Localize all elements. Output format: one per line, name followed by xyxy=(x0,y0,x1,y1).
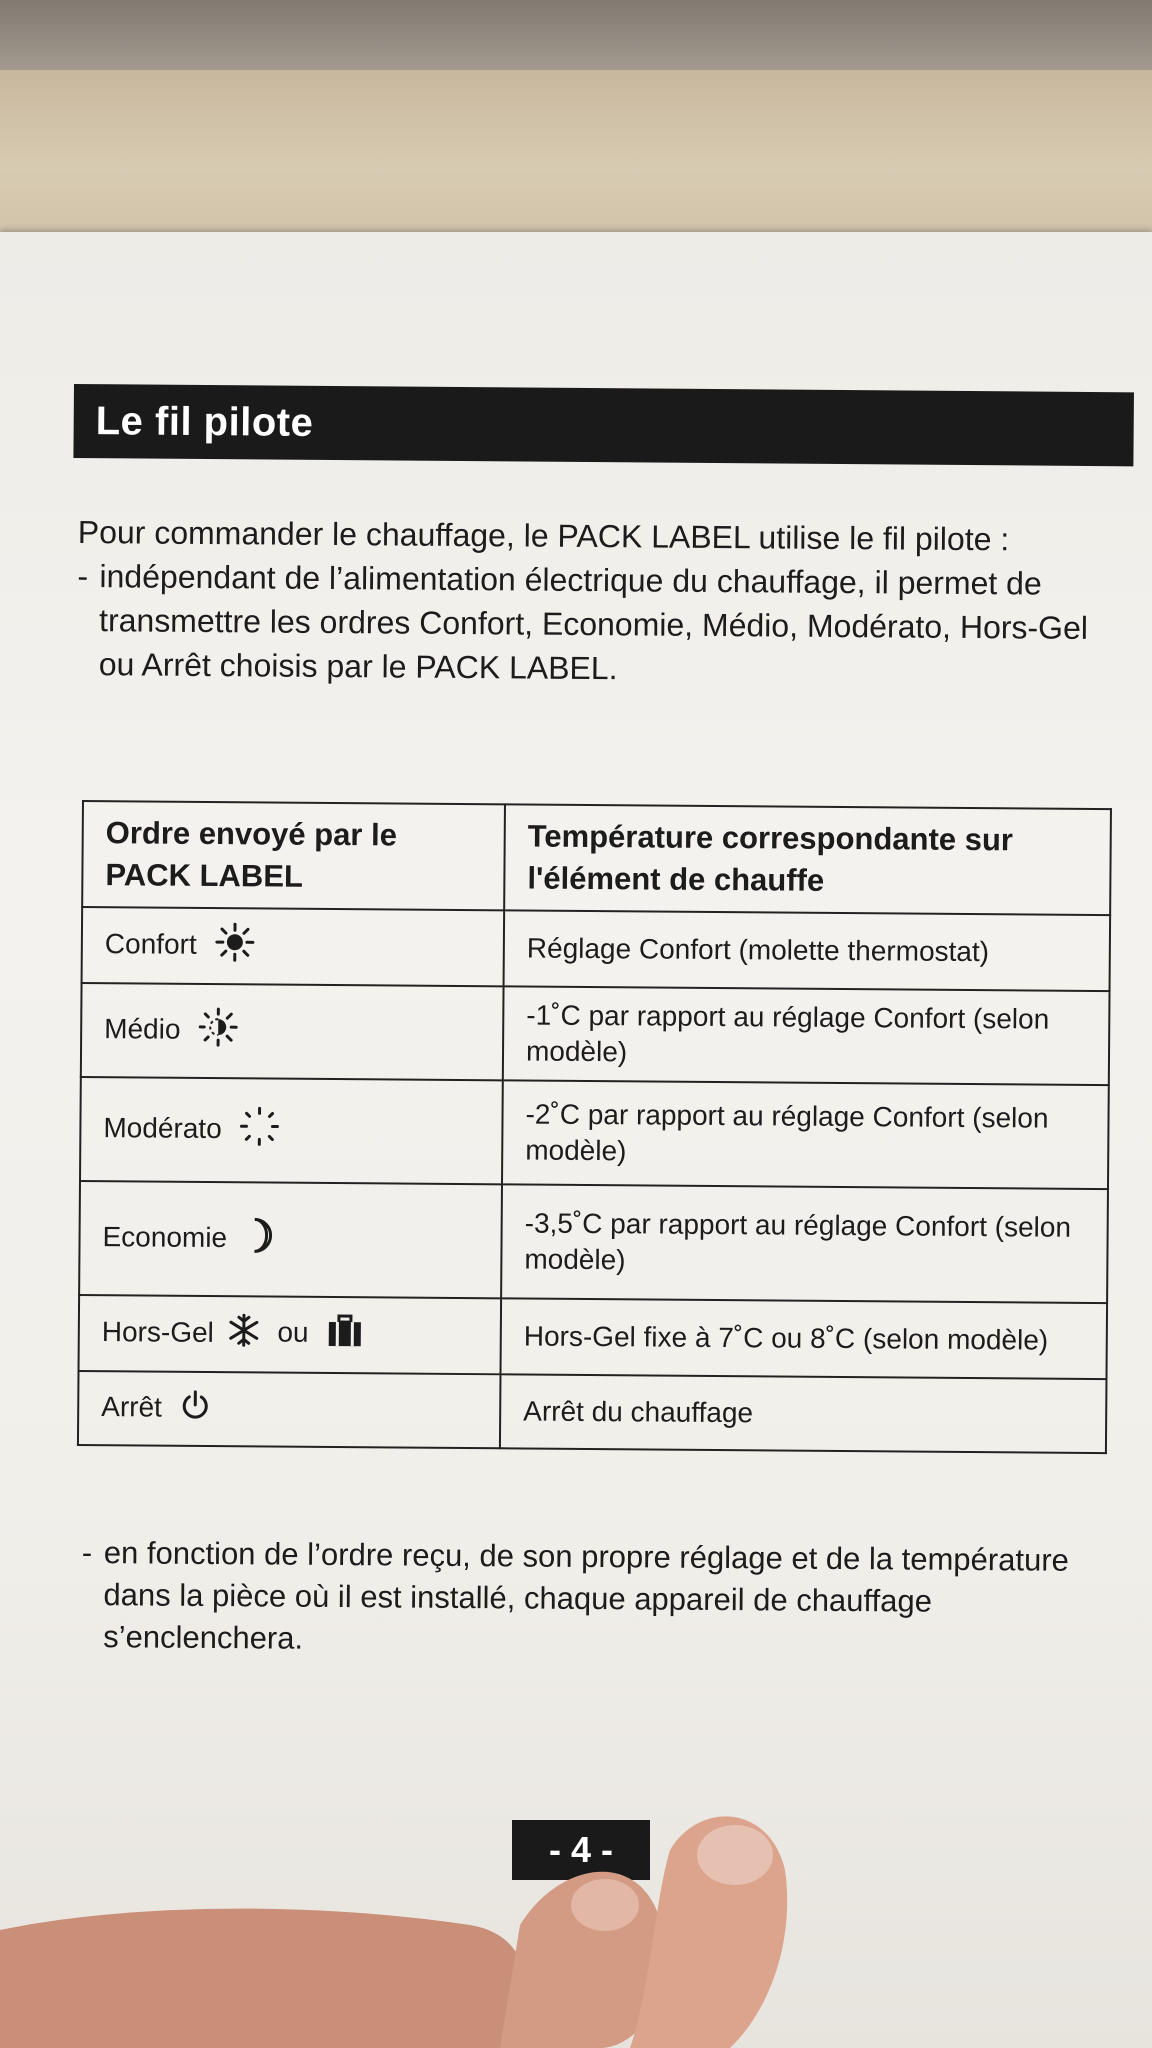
order-cell xyxy=(78,1371,501,1448)
order-label: Economie xyxy=(102,1220,228,1253)
temperature-cell: Réglage Confort (molette thermostat) xyxy=(504,910,1111,991)
table-row xyxy=(82,907,1111,991)
moon-icon xyxy=(245,1215,277,1264)
power-icon xyxy=(180,1388,212,1429)
table-row xyxy=(79,1181,1108,1303)
order-cell xyxy=(79,1295,502,1374)
outro-bullet xyxy=(81,1532,1092,1666)
header-order-sent: Ordre envoyé par le PACK LABEL xyxy=(82,801,505,910)
order-cell xyxy=(82,907,505,986)
section-title: Le fil pilote xyxy=(95,398,314,445)
half-sun-icon xyxy=(198,1006,238,1055)
temperature-cell: -2˚C par rapport au réglage Confort (selon modèle) xyxy=(502,1080,1109,1189)
temperature-cell: -1˚C par rapport au réglage Confort (selon modèle) xyxy=(503,986,1110,1085)
order-label: Médio xyxy=(104,1012,181,1045)
order-label: Hors-Gel xyxy=(101,1315,214,1348)
outro-text: en fonction de l’ordre reçu, de son propre réglage et de la température dans la pièce où il est installé, chaque appareil de chauffage s’enclenchera. xyxy=(103,1535,1069,1656)
order-cell xyxy=(81,983,504,1080)
intro-bullet-text: indépendant de l’alimentation électrique du chauffage, il permet de transmettre les ordres Confort, Economie, Médio, Modérato, Hors-Gel ou Arrêt choisis par le PACK LABEL. xyxy=(98,558,1089,687)
section-title-bar xyxy=(73,384,1134,466)
bullet-dash: - xyxy=(81,1534,93,1571)
temperature-cell: Hors-Gel fixe à 7˚C ou 8˚C (selon modèle) xyxy=(501,1298,1108,1379)
order-cell xyxy=(80,1077,503,1184)
intro-paragraph xyxy=(77,510,1118,694)
order-cell xyxy=(79,1181,502,1298)
pilot-wire-orders-table xyxy=(77,800,1112,1454)
table-header-row xyxy=(82,801,1111,915)
suitcase-icon xyxy=(326,1313,362,1356)
dotted-sun-icon xyxy=(239,1106,279,1155)
order-label: Arrêt xyxy=(101,1390,163,1423)
table-row xyxy=(81,983,1110,1085)
temperature-cell: -3,5˚C par rapport au réglage Confort (selon modèle) xyxy=(501,1184,1108,1303)
intro-lead: Pour commander le chauffage, le PACK LABEL utilise le fil pilote : xyxy=(77,513,1010,558)
order-label: Modérato xyxy=(103,1111,222,1144)
order-connector: ou xyxy=(277,1316,309,1349)
temperature-cell: Arrêt du chauffage xyxy=(500,1374,1107,1453)
table-row xyxy=(78,1371,1107,1453)
snowflake-icon xyxy=(225,1312,261,1357)
intro-bullet xyxy=(77,554,1118,694)
sun-icon xyxy=(214,922,254,971)
table-row xyxy=(79,1295,1108,1379)
table-row xyxy=(80,1077,1109,1189)
order-label: Confort xyxy=(104,927,197,960)
header-temperature: Température correspondante sur l'élément de chauffe xyxy=(504,804,1111,915)
bullet-dash: - xyxy=(77,557,89,595)
manual-page xyxy=(0,232,1152,2048)
page-number: - 4 - xyxy=(512,1820,650,1880)
